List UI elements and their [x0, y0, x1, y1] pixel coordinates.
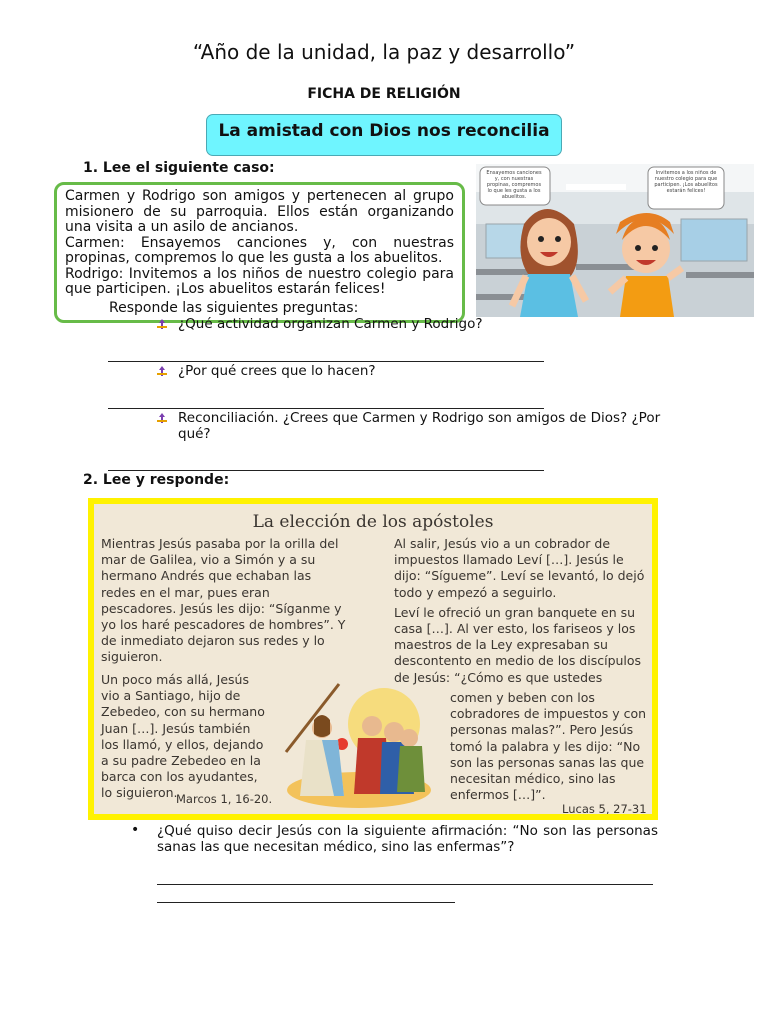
- answer-line-1[interactable]: [108, 361, 544, 362]
- answer-line-4[interactable]: [157, 884, 653, 885]
- reading-left-paragraph-2: Un poco más allá, Jesús vio a Santiago, hijo de Zebedeo, con su hermano Juan […]. Jesús también los llamó, y ellos, dejando a su padre Zebedeo en la barca con los ayudantes, lo siguieron.: [101, 672, 265, 801]
- reading-title: La elección de los apóstoles: [252, 512, 494, 532]
- reading-left-paragraph-1: Mientras Jesús pasaba por la orilla del mar de Galilea, vio a Simón y a su hermano Andrés que echaban las redes en el mar, pues eran pescadores. Jesús les dijo: “Síganme y yo los haré pescadores de hombres”. Y de inmediato dejaron sus redes y lo siguieron.: [101, 536, 346, 665]
- reading-right-paragraph-2a: Leví le ofreció un gran banquete en su casa […]. Al ver esto, los fariseos y los maestros de la Ley expresaban su descontento en medio de los discípulos de Jesús: “¿Cómo es que ustedes: [394, 604, 642, 685]
- final-question: ¿Qué quiso decir Jesús con la siguiente afirmación: “No son las personas sanas las que necesitan médico, sino las enfermas”?: [157, 823, 658, 855]
- reading-apostles: [88, 498, 658, 820]
- reading-right-column: [394, 536, 652, 690]
- question-3: [178, 410, 668, 442]
- reading-left-column: [101, 536, 347, 670]
- reading-right-column-2: [450, 690, 652, 807]
- lesson-title: La amistad con Dios nos reconcilia: [206, 114, 562, 156]
- boy-speech-bubble: Invitemos a los niños de nuestro colegio para que participen. ¡Los abuelitos estarán felices!: [654, 170, 718, 194]
- question-3-text: Reconciliación. ¿Crees que Carmen y Rodrigo son amigos de Dios? ¿Por qué?: [178, 410, 661, 442]
- reading-ref-marcos: Marcos 1, 16-20.: [176, 792, 273, 806]
- answer-line-5[interactable]: [157, 902, 455, 903]
- apostles-illustration: [284, 682, 434, 808]
- girl-speech-bubble: Ensayemos canciones y, con nuestras propinas, compremos lo que les gusta a los abuelitos.: [486, 170, 542, 200]
- question-2: [178, 363, 598, 379]
- reading-right-paragraph-2b: comen y beben con los cobradores de impuestos y con personas malas?”. Pero Jesús tomó la palabra y les dijo: “No son las personas sanas las que necesitan médico, sino las enfermos […]”.: [450, 690, 647, 803]
- arrow-bullet-icon: [156, 412, 168, 424]
- question-1: [178, 316, 598, 332]
- answer-line-2[interactable]: [108, 408, 544, 409]
- bullet-dot: •: [131, 822, 140, 838]
- question-1-text: ¿Qué actividad organizan Carmen y Rodrigo?: [178, 316, 483, 332]
- reading-ref-lucas: Lucas 5, 27-31: [562, 802, 647, 816]
- section1-heading: 1. Lee el siguiente caso:: [83, 160, 275, 176]
- case-carmen: Carmen: Ensayemos canciones y, con nuestras propinas, compremos lo que les gusta a los abuelitos.: [65, 234, 454, 266]
- case-rodrigo: Rodrigo: Invitemos a los niños de nuestro colegio para que participen. ¡Los abuelitos estarán felices!: [65, 265, 454, 297]
- instruction-respond: Responde las siguientes preguntas:: [109, 300, 359, 316]
- answer-line-3[interactable]: [108, 470, 544, 471]
- reading-right-paragraph-1: Al salir, Jesús vio a un cobrador de impuestos llamado Leví […]. Jesús le dijo: “Sígueme”. Leví se levantó, lo dejó todo y empezó a seguirlo.: [394, 536, 645, 600]
- reading-left-column-2: [101, 672, 271, 806]
- worksheet-type: FICHA DE RELIGIÓN: [307, 86, 461, 102]
- section2-heading: 2. Lee y responde:: [83, 472, 230, 488]
- school-year-motto: “Año de la unidad, la paz y desarrollo”: [192, 40, 576, 64]
- arrow-bullet-icon: [156, 365, 168, 377]
- question-2-text: ¿Por qué crees que lo hacen?: [178, 363, 376, 379]
- arrow-bullet-icon: [156, 318, 168, 330]
- case-intro: Carmen y Rodrigo son amigos y pertenecen al grupo misionero de su parroquia. Ellos están organizando una visita a un asilo de ancianos.: [65, 188, 454, 235]
